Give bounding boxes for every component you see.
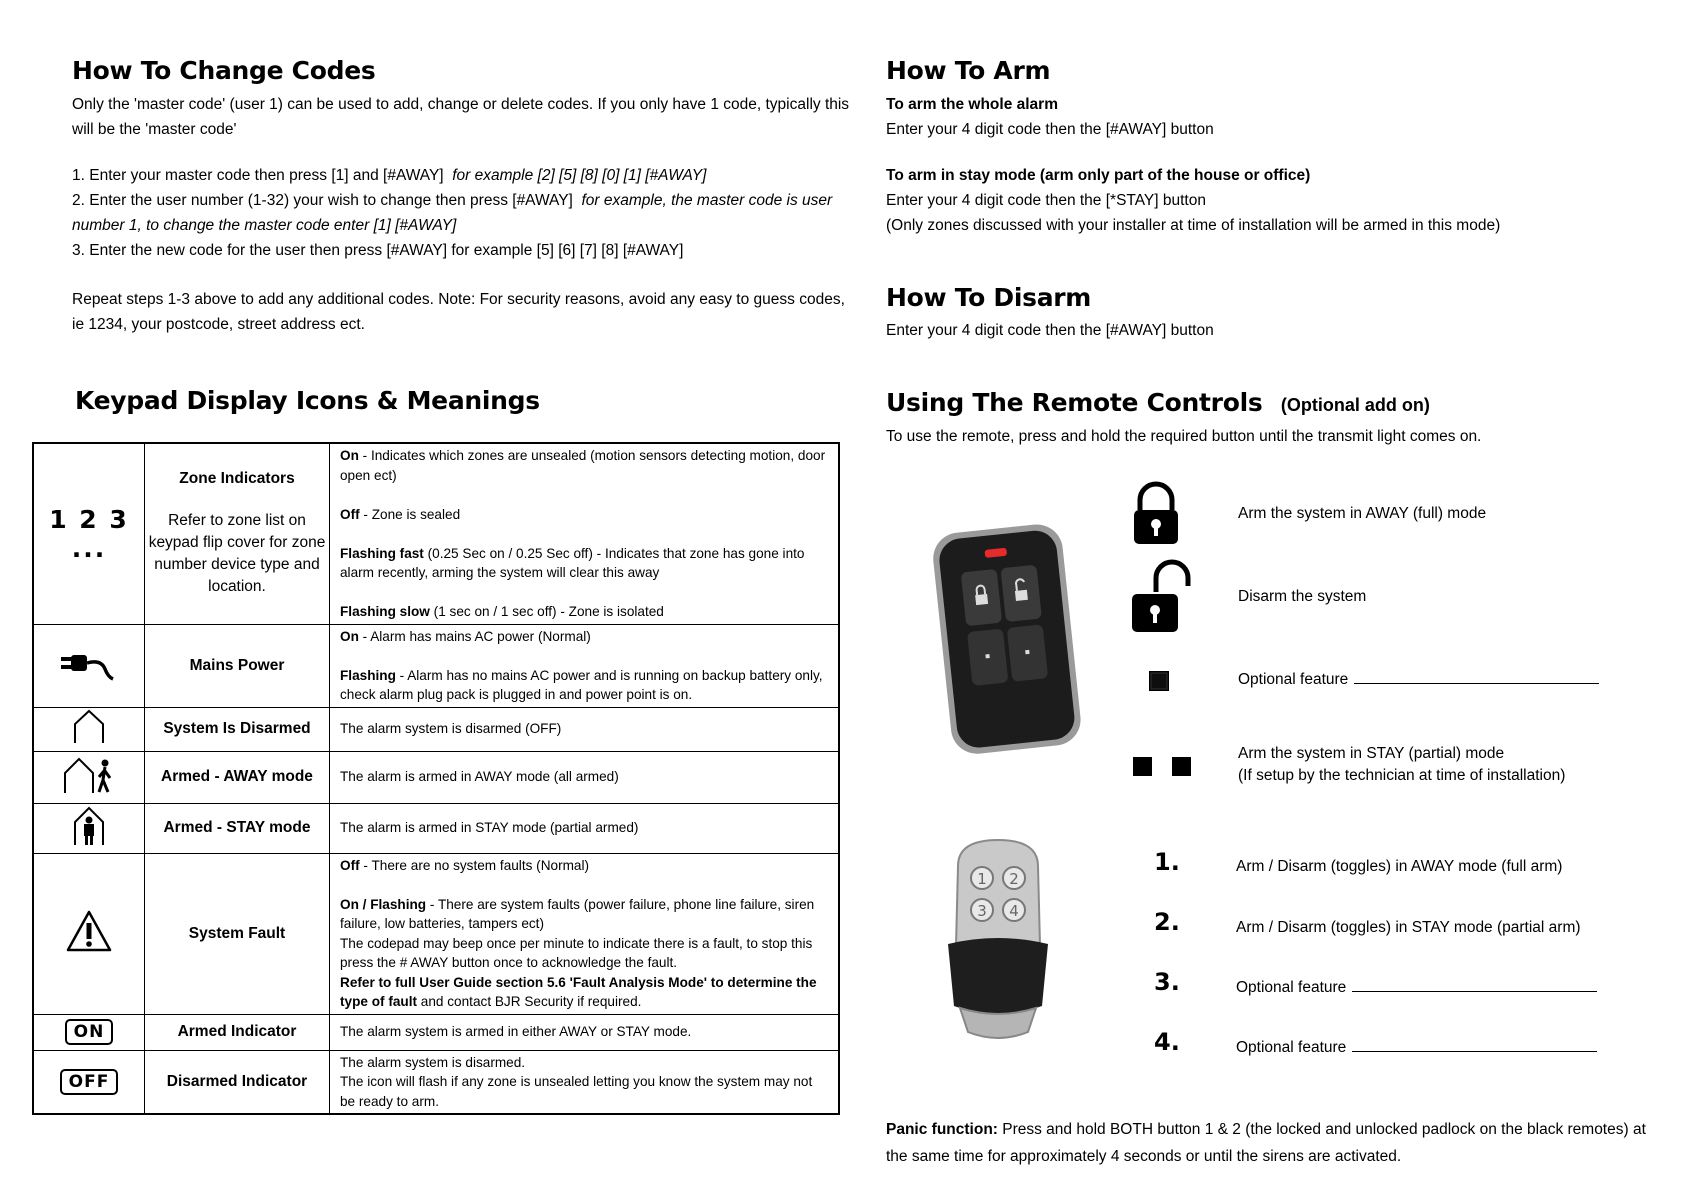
fault-icon-cell bbox=[33, 853, 145, 1014]
off-indicator-text1: The alarm system is disarmed. bbox=[340, 1054, 526, 1070]
silver-num-4: 4. bbox=[1154, 1028, 1180, 1056]
unlocked-padlock-icon bbox=[1126, 558, 1194, 638]
black-remote-row4 bbox=[1238, 743, 1565, 787]
silver-row-2: Arm / Disarm (toggles) in STAY mode (partial arm) bbox=[1236, 919, 1581, 936]
single-square-icon bbox=[1148, 670, 1170, 692]
step3-text: 3. Enter the new code for the user then press [#AWAY] for example [5] [6] [7] [8] [#AWAY] bbox=[72, 242, 684, 259]
table-row bbox=[33, 751, 839, 803]
on-indicator-text: The alarm system is armed in either AWAY or STAY mode. bbox=[330, 1014, 840, 1050]
disarmed-icon-cell bbox=[33, 707, 145, 751]
mains-flash-label: Flashing bbox=[340, 667, 396, 683]
mains-name: Mains Power bbox=[145, 624, 330, 707]
arm-whole-heading: To arm the whole alarm bbox=[886, 96, 1058, 113]
codes-intro: Only the 'master code' (user 1) can be used to add, change or delete codes. If you only have 1 code, typically this will be the 'master code' bbox=[72, 96, 850, 138]
arm-stay-section bbox=[886, 163, 1666, 238]
codes-title: How To Change Codes bbox=[72, 56, 376, 85]
warning-triangle-icon bbox=[65, 909, 113, 953]
keypad-title: Keypad Display Icons & Meanings bbox=[75, 386, 540, 415]
fault-desc-cell bbox=[330, 853, 840, 1014]
fault-off-text: - There are no system faults (Normal) bbox=[359, 857, 590, 873]
silver-row-4-text: Optional feature bbox=[1236, 1039, 1347, 1056]
fault-on-text: - There are system faults (power failure, phone line failure, siren failure, low batteries, tampers ect) bbox=[340, 896, 815, 931]
away-text: The alarm is armed in AWAY mode (all armed) bbox=[330, 751, 840, 803]
remote-intro: To use the remote, press and hold the required button until the transmit light comes on. bbox=[886, 428, 1482, 445]
panic-text: Press and hold BOTH button 1 & 2 (the locked and unlocked padlock on the black remotes) at the same time for approximately 4 seconds or until the sirens are activated. bbox=[886, 1121, 1646, 1165]
fill-in-line bbox=[1352, 979, 1597, 992]
step1-example: for example [2] [5] [8] [0] [1] [#AWAY] bbox=[452, 167, 707, 184]
on-indicator-name: Armed Indicator bbox=[145, 1014, 330, 1050]
silver-button-3: 3 bbox=[977, 902, 987, 920]
zone-on-label: On bbox=[340, 448, 359, 463]
remote-heading bbox=[886, 388, 1430, 417]
away-name: Armed - AWAY mode bbox=[145, 751, 330, 803]
locked-padlock-icon bbox=[1128, 480, 1184, 548]
black-remote-image bbox=[928, 520, 1088, 760]
fill-in-line bbox=[1354, 671, 1599, 684]
away-icon-cell bbox=[33, 751, 145, 803]
zone-icon-cell bbox=[33, 443, 145, 624]
silver-remote-image bbox=[938, 836, 1058, 1046]
table-row bbox=[33, 443, 839, 624]
fault-off-label: Off bbox=[340, 857, 360, 873]
fault-beep-text: The codepad may beep once per minute to indicate there is a fault, to stop this press the # AWAY button once to acknowledge the fault. bbox=[340, 935, 813, 970]
black-remote-row2: Disarm the system bbox=[1238, 588, 1367, 605]
codes-steps bbox=[72, 163, 852, 263]
mains-icon-cell bbox=[33, 624, 145, 707]
silver-row-3 bbox=[1236, 979, 1597, 997]
table-row bbox=[33, 853, 839, 1014]
table-row bbox=[33, 803, 839, 853]
fault-on-label: On / Flashing bbox=[340, 896, 427, 912]
arm-stay-text: Enter your 4 digit code then the [*STAY] button bbox=[886, 192, 1206, 209]
fault-refer-tail: and contact BJR Security if required. bbox=[417, 994, 642, 1009]
arm-whole-text: Enter your 4 digit code then the [#AWAY] button bbox=[886, 121, 1214, 138]
table-row bbox=[33, 1050, 839, 1114]
plug-icon bbox=[59, 643, 119, 683]
zone-on-text: - Indicates which zones are unsealed (motion sensors detecting motion, door open ect) bbox=[340, 448, 826, 483]
zone-sub: Refer to zone list on keypad flip cover for zone number device type and location. bbox=[148, 511, 326, 595]
disarm-text: Enter your 4 digit code then the [#AWAY] button bbox=[886, 322, 1214, 339]
zone-fast-text: (0.25 Sec on / 0.25 Sec off) - Indicates that zone has gone into alarm recently, arming the system will clear this away bbox=[340, 545, 805, 580]
black-remote-row3 bbox=[1238, 671, 1599, 689]
arm-stay-heading: To arm in stay mode (arm only part of the house or office) bbox=[886, 167, 1311, 184]
silver-row-1: Arm / Disarm (toggles) in AWAY mode (full arm) bbox=[1236, 858, 1563, 875]
silver-num-1: 1. bbox=[1154, 848, 1180, 876]
off-indicator-icon: OFF bbox=[60, 1069, 119, 1095]
keypad-icons-table bbox=[32, 442, 840, 1115]
zone-slow-text: (1 sec on / 1 sec off) - Zone is isolated bbox=[429, 604, 664, 619]
disarmed-name: System Is Disarmed bbox=[145, 707, 330, 751]
panic-label: Panic function: bbox=[886, 1121, 998, 1138]
arm-stay-note: (Only zones discussed with your installer at time of installation will be armed in this mode) bbox=[886, 217, 1501, 234]
double-square-icon bbox=[1132, 756, 1192, 778]
disarmed-text: The alarm system is disarmed (OFF) bbox=[330, 707, 840, 751]
zone-number-icon: 1 2 3 ... bbox=[49, 504, 129, 563]
house-icon bbox=[69, 708, 109, 746]
zone-slow-label: Flashing slow bbox=[340, 604, 430, 619]
step2-text: 2. Enter the user number (1-32) your wish to change then press [#AWAY] bbox=[72, 192, 573, 209]
zone-off-text: - Zone is sealed bbox=[359, 506, 461, 522]
codes-repeat: Repeat steps 1-3 above to add any additional codes. Note: For security reasons, avoid any easy to guess codes, ie 1234, your postcode, street address ect. bbox=[72, 291, 845, 333]
fill-in-line bbox=[1352, 1039, 1597, 1052]
arm-title: How To Arm bbox=[886, 56, 1051, 85]
black-remote-row1: Arm the system in AWAY (full) mode bbox=[1238, 505, 1487, 522]
black-remote-row3-text: Optional feature bbox=[1238, 671, 1349, 688]
off-icon-cell bbox=[33, 1050, 145, 1114]
house-person-stay-icon bbox=[69, 804, 109, 848]
fault-name: System Fault bbox=[145, 853, 330, 1014]
silver-button-2: 2 bbox=[1009, 870, 1019, 888]
off-indicator-name: Disarmed Indicator bbox=[145, 1050, 330, 1114]
zone-name: Zone Indicators bbox=[179, 469, 295, 487]
silver-row-3-text: Optional feature bbox=[1236, 979, 1347, 996]
table-row bbox=[33, 624, 839, 707]
table-row bbox=[33, 1014, 839, 1050]
zone-name-cell bbox=[145, 443, 330, 624]
on-indicator-icon: ON bbox=[65, 1019, 114, 1045]
disarm-title: How To Disarm bbox=[886, 283, 1092, 312]
step1-text: 1. Enter your master code then press [1] and [#AWAY] bbox=[72, 167, 444, 184]
remote-title: Using The Remote Controls bbox=[886, 388, 1263, 417]
silver-num-3: 3. bbox=[1154, 968, 1180, 996]
table-row bbox=[33, 707, 839, 751]
mains-desc-cell bbox=[330, 624, 840, 707]
step2-example: for example, the master code is user number 1, to change the master code enter [1] [#AWAY] bbox=[72, 192, 833, 234]
on-icon-cell bbox=[33, 1014, 145, 1050]
zone-fast-label: Flashing fast bbox=[340, 545, 424, 561]
off-indicator-desc bbox=[330, 1050, 840, 1114]
stay-text: The alarm is armed in STAY mode (partial armed) bbox=[330, 803, 840, 853]
silver-row-4 bbox=[1236, 1039, 1597, 1057]
stay-name: Armed - STAY mode bbox=[145, 803, 330, 853]
remote-optional: (Optional add on) bbox=[1280, 395, 1430, 415]
panic-function bbox=[886, 1116, 1656, 1170]
zone-desc-cell bbox=[330, 443, 840, 624]
mains-on-label: On bbox=[340, 628, 359, 644]
black-remote-row4b: (If setup by the technician at time of installation) bbox=[1238, 767, 1566, 784]
mains-flash-text: - Alarm has no mains AC power and is running on backup battery only, check alarm plug pack is plugged in and power point is on. bbox=[340, 667, 823, 702]
silver-button-4: 4 bbox=[1009, 902, 1019, 920]
fault-refer-bold: Refer to full User Guide section 5.6 'Fault Analysis Mode' to determine the type of fault bbox=[340, 974, 817, 1009]
stay-icon-cell bbox=[33, 803, 145, 853]
mains-on-text: - Alarm has mains AC power (Normal) bbox=[358, 628, 591, 644]
zone-off-label: Off bbox=[340, 506, 360, 522]
off-indicator-text2: The icon will flash if any zone is unsealed letting you know the system may not be ready to arm. bbox=[340, 1074, 813, 1109]
black-remote-row4a: Arm the system in STAY (partial) mode bbox=[1238, 745, 1505, 762]
house-person-away-icon bbox=[59, 753, 119, 797]
silver-num-2: 2. bbox=[1154, 908, 1180, 936]
arm-section bbox=[886, 92, 1646, 142]
silver-button-1: 1 bbox=[977, 870, 987, 888]
